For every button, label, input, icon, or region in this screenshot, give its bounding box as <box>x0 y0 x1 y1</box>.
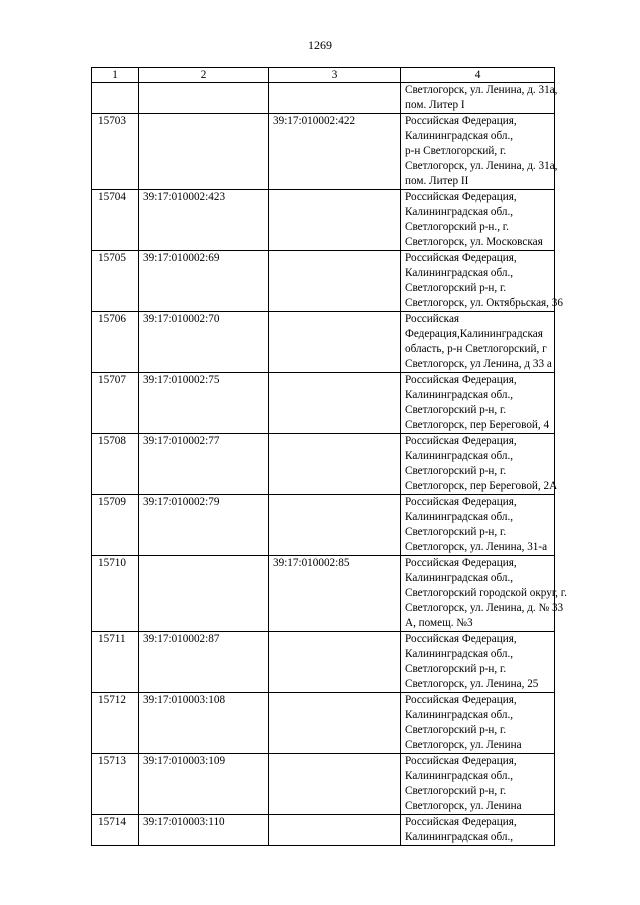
address-cell <box>401 373 555 434</box>
address-cell <box>401 495 555 556</box>
column-header-3: 3 <box>269 68 401 83</box>
row-number-cell: 15705 <box>92 251 139 312</box>
row-number-cell: 15708 <box>92 434 139 495</box>
address-line: Светлогорск, ул. Ленина, 31-а <box>405 541 548 553</box>
row-number-cell: 15704 <box>92 190 139 251</box>
address-line: Калининградская обл., <box>405 450 514 462</box>
table-row <box>92 114 555 190</box>
table-row <box>92 434 555 495</box>
cadastral-number-cell: 39:17:010002:69 <box>139 251 269 312</box>
address-line: Калининградская обл., <box>405 267 514 279</box>
table-row <box>92 815 555 846</box>
cadastral-number-alt-cell <box>269 190 401 251</box>
address-line: Калининградская обл., <box>405 831 514 843</box>
cadastral-number-cell: 39:17:010002:70 <box>139 312 269 373</box>
address-line: Российская <box>405 313 460 325</box>
cadastral-number-alt-cell <box>269 434 401 495</box>
address-line: Светлогорский р-н., г. <box>405 221 509 233</box>
address-line: Светлогорский городской округ, г. <box>405 587 567 599</box>
row-number-cell <box>92 83 139 114</box>
row-number-cell: 15709 <box>92 495 139 556</box>
address-line: Светлогорск, ул. Ленина, д. № 33 <box>405 602 564 614</box>
cadastral-number-cell <box>139 83 269 114</box>
address-line: Калининградская обл., <box>405 648 514 660</box>
address-line: Светлогорск, ул. Ленина <box>405 739 522 751</box>
address-cell <box>401 251 563 312</box>
row-number-cell: 15714 <box>92 815 139 846</box>
table-row <box>92 754 555 815</box>
table-header <box>92 68 555 83</box>
address-line: Российская Федерация, <box>405 435 517 447</box>
row-number-cell: 15713 <box>92 754 139 815</box>
row-number-cell: 15712 <box>92 693 139 754</box>
cadastral-number-alt-cell <box>269 83 401 114</box>
address-line: Калининградская обл., <box>405 709 514 721</box>
cadastral-number-cell: 39:17:010002:423 <box>139 190 269 251</box>
address-line: Российская Федерация, <box>405 191 517 203</box>
table-row <box>92 495 555 556</box>
row-number-cell: 15707 <box>92 373 139 434</box>
address-line: Светлогорск, ул. Ленина <box>405 800 522 812</box>
address-line: Светлогорский р-н, г. <box>405 724 507 736</box>
address-cell <box>401 190 555 251</box>
address-line: А, помещ. №3 <box>405 617 473 629</box>
cadastral-number-alt-cell: 39:17:010002:422 <box>269 114 401 190</box>
row-number-cell: 15710 <box>92 556 139 632</box>
address-line: Калининградская обл., <box>405 770 514 782</box>
page-number: 1269 <box>308 38 332 52</box>
column-header-4: 4 <box>401 68 555 83</box>
table-row <box>92 83 555 114</box>
address-line: Калининградская обл., <box>405 206 514 218</box>
address-line: Светлогорск, ул. Ленина, д. 31а, <box>405 160 558 172</box>
address-cell <box>401 693 555 754</box>
address-line: Российская Федерация, <box>405 816 517 828</box>
registry-table <box>91 67 567 846</box>
address-cell <box>401 114 558 190</box>
address-line: Светлогорский р-н, г. <box>405 282 507 294</box>
address-line: Калининградская обл., <box>405 389 514 401</box>
cadastral-number-alt-cell <box>269 251 401 312</box>
table-row <box>92 190 555 251</box>
cadastral-number-cell <box>139 556 269 632</box>
cadastral-number-alt-cell: 39:17:010002:85 <box>269 556 401 632</box>
cadastral-number-alt-cell <box>269 495 401 556</box>
cadastral-number-cell: 39:17:010002:87 <box>139 632 269 693</box>
cadastral-number-alt-cell <box>269 632 401 693</box>
table-row <box>92 312 555 373</box>
address-line: Калининградская обл., <box>405 130 514 142</box>
address-line: Светлогорск, ул. Московская <box>405 236 543 248</box>
header-row <box>92 68 555 83</box>
table-row <box>92 251 555 312</box>
address-cell <box>401 556 567 632</box>
cadastral-number-cell <box>139 114 269 190</box>
address-line: Светлогорск, пер Береговой, 4 <box>405 419 550 431</box>
address-line: Светлогорск, ул Ленина, д 33 а <box>405 358 552 370</box>
address-line: Федерация,Калининградская <box>405 328 543 340</box>
address-line: Российская Федерация, <box>405 374 517 386</box>
column-header-1: 1 <box>92 68 139 83</box>
address-line: Светлогорский р-н, г. <box>405 785 507 797</box>
cadastral-number-alt-cell <box>269 312 401 373</box>
address-line: Российская Федерация, <box>405 496 517 508</box>
address-line: Калининградская обл., <box>405 511 514 523</box>
cadastral-number-cell: 39:17:010002:77 <box>139 434 269 495</box>
cadastral-number-alt-cell <box>269 754 401 815</box>
cadastral-number-cell: 39:17:010002:75 <box>139 373 269 434</box>
address-line: Российская Федерация, <box>405 557 517 569</box>
address-line: Российская Федерация, <box>405 252 517 264</box>
address-cell <box>401 632 555 693</box>
address-cell <box>401 434 558 495</box>
table-row <box>92 632 555 693</box>
address-line: Российская Федерация, <box>405 694 517 706</box>
address-line: Светлогорск, ул. Ленина, д. 31а, <box>405 84 558 96</box>
cadastral-number-cell: 39:17:010002:79 <box>139 495 269 556</box>
table-row <box>92 556 555 632</box>
cadastral-number-alt-cell <box>269 693 401 754</box>
address-line: Российская Федерация, <box>405 755 517 767</box>
cadastral-number-cell: 39:17:010003:110 <box>139 815 269 846</box>
address-line: р-н Светлогорский, г. <box>405 145 507 157</box>
cadastral-number-alt-cell <box>269 373 401 434</box>
address-line: Светлогорск, ул. Ленина, 25 <box>405 678 539 690</box>
row-number-cell: 15703 <box>92 114 139 190</box>
address-line: Калининградская обл., <box>405 572 514 584</box>
address-line: Светлогорский р-н, г. <box>405 465 507 477</box>
address-line: Светлогорск, пер Береговой, 2А <box>405 480 558 492</box>
column-header-2: 2 <box>139 68 269 83</box>
address-line: Светлогорск, ул. Октябрьская, 36 <box>405 297 563 309</box>
address-line: Светлогорский р-н, г. <box>405 526 507 538</box>
table-body <box>92 83 567 846</box>
table-row <box>92 373 555 434</box>
address-line: Светлогорский р-н, г. <box>405 663 507 675</box>
row-number-cell: 15706 <box>92 312 139 373</box>
cadastral-number-cell: 39:17:010003:108 <box>139 693 269 754</box>
address-line: Российская Федерация, <box>405 115 517 127</box>
row-number-cell: 15711 <box>92 632 139 693</box>
address-line: пом. Литер II <box>405 175 469 187</box>
address-cell <box>401 815 555 846</box>
address-line: Светлогорский р-н, г. <box>405 404 507 416</box>
address-line: Российская Федерация, <box>405 633 517 645</box>
address-cell <box>401 312 555 373</box>
address-cell <box>401 754 555 815</box>
cadastral-number-alt-cell <box>269 815 401 846</box>
cadastral-number-cell: 39:17:010003:109 <box>139 754 269 815</box>
table-row <box>92 693 555 754</box>
address-line: область, р-н Светлогорский, г <box>405 343 547 355</box>
address-line: пом. Литер I <box>405 99 465 111</box>
address-cell <box>401 83 558 114</box>
